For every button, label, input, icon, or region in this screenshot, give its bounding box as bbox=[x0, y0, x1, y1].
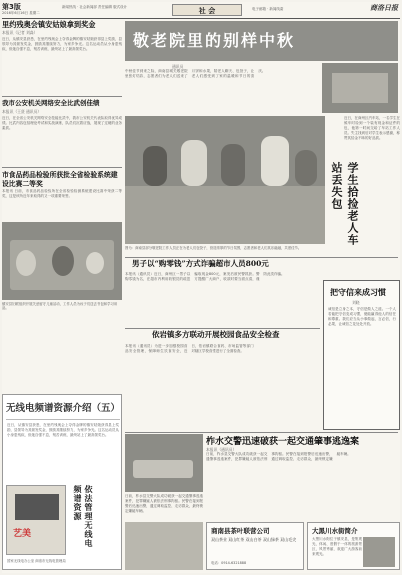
article-body: 本报讯 日前，市食品药品检验所在全省检验检测系统建设比赛中荣获二等奖，这是该所近年来取得的又一项重要荣誉。 bbox=[2, 188, 122, 198]
header-info: 新闻热线 · 社会新闻部 责任编辑 版式设计 bbox=[62, 5, 128, 9]
page-header bbox=[2, 2, 400, 19]
right-story-body: 近日，在商州区汽车站，一名学生在候车时捡到一个装有现金和证件的包，他第一时间交给了车站工作人员。失主找到后对学生表示感谢，称赞其拾金不昧的好品质。 bbox=[344, 116, 400, 140]
traffic-photo bbox=[125, 434, 203, 492]
article-byline: 本报讯（记者 刘淼） bbox=[2, 30, 38, 36]
feature-banner bbox=[125, 21, 398, 61]
divider bbox=[2, 167, 122, 168]
article-title: 男子以“购零钱”方式诈骗超市人员800元 bbox=[132, 259, 269, 268]
masthead: 商洛日报 bbox=[370, 3, 398, 12]
photo-caption: 镇安县妇联组织开展关爱留守儿童活动，工作人员为孩子们送去书包和学习用品。 bbox=[2, 301, 118, 311]
feature-title: 敬老院里的别样中秋 bbox=[133, 31, 296, 50]
ad-image bbox=[6, 485, 66, 555]
article-body: 本报讯（通讯员）为进一步加强校园食品安全管理，保障师生饮食安全，近日，依岩镇联合食药、市场监管等部门对辖区学校食堂进行了全面检查。 bbox=[125, 344, 254, 353]
bottom-photo bbox=[125, 522, 203, 570]
radio-ad bbox=[2, 394, 122, 570]
header-contact: 电子邮箱 · 新闻线索 bbox=[252, 7, 284, 11]
divider bbox=[2, 96, 122, 97]
essay-title: 把守信来成习惯 bbox=[330, 287, 386, 297]
essay-body: 诚信是立身之本，守信是做人之道。一个人若能把守信变成习惯，便能赢得他人的信任和尊重。我们应当从小事做起，言必信，行必果，让诚信之花处处开放。 bbox=[328, 307, 396, 326]
article-title: 我市公安机关网络安全比武创佳绩 bbox=[2, 99, 100, 108]
article-byline: 本报讯（王贤 通讯员） bbox=[2, 108, 42, 114]
ad-vertical-title: 依法管理无线电频谱资源 bbox=[73, 485, 94, 548]
article-byline: 本报讯（通讯员） bbox=[206, 447, 237, 452]
article-body: 近日，从镇安县获悉，在里约残奥会上夺得金牌的镇安姑娘获得县上奖励，县领导为其颁发奖金，鼓励其继续努力，为家乡争光。这名运动员从小身患残疾，但她自强不息，刻苦训练，最终站上了最高领奖台。 bbox=[2, 37, 122, 52]
tea-ad-phone: 电话：0914-6321888 bbox=[211, 561, 247, 565]
section-label: 社 会 bbox=[172, 4, 242, 16]
article-body: 近日，在全省公安机关网络安全技能比武中，我市公安机关代表队取得优异成绩。比武内容包括理论考试和实战演练，队员们沉着应战，展现了过硬的业务素质。 bbox=[2, 115, 122, 130]
article-body: 本报讯（通讯员）近日，商州区一男子以购零钱为名，在超市内利用收银员的疏忽骗取现金800元，案发后被民警抓获。警方提醒广大商户，收款时要当面点清，谨防此类诈骗。 bbox=[125, 272, 285, 281]
tea-ad bbox=[206, 522, 304, 570]
left-column bbox=[2, 21, 122, 316]
logo: 艺美 bbox=[13, 529, 32, 539]
water-ad-title: 大黑川水街简介 bbox=[312, 527, 358, 535]
ad-footer: 国家无线电办公室 商洛市无线电管理局 bbox=[7, 559, 66, 563]
essay-box bbox=[323, 280, 400, 430]
article-title: 市食品药品检验所获批全省检验系统建设比赛二等奖 bbox=[2, 170, 118, 188]
right-story-title: 学生拾捡老人车站丢失包 bbox=[330, 162, 359, 246]
feature-photo bbox=[322, 63, 398, 113]
water-ad-body: 大黑川水街位于镇安县，是集观光、休闲、度假于一体的旅游景区，风景秀丽，欢迎广大游客前来观光。 bbox=[312, 537, 362, 556]
ad-title: 无线电频谱资源介绍（五） bbox=[6, 403, 121, 414]
article-title: 依岩镇多方联动开展校园食品安全检查 bbox=[152, 330, 280, 339]
page-date: 2016年6月16日 星期二 bbox=[2, 11, 40, 15]
newspaper-page bbox=[2, 2, 400, 573]
main-photo-caption: 图为：商南县部分敬老院工作人员正在为老人们包饺子，营造浓厚的节日氛围，志愿者和老人们其乐融融，共度佳节。 bbox=[125, 246, 302, 250]
news-photo bbox=[2, 222, 122, 300]
essay-author: 刘晓 bbox=[352, 300, 360, 305]
article-title: 里约残奥会镇安姑娘拿到奖金 bbox=[2, 20, 96, 29]
article-body: 日前，柞水县交警大队成功破获一起交通肇事逃逸案件，犯罪嫌疑人被依法刑事拘留。民警在接到报警后迅速出警，通过调取监控、走访群众，最终锁定嫌疑车辆。 bbox=[125, 494, 203, 513]
water-street-ad bbox=[307, 522, 400, 570]
main-photo bbox=[125, 116, 325, 244]
tea-ad-products: 双山茶业 双山红茶 双山白茶 双山绿茶 双山毛尖 bbox=[211, 537, 297, 542]
ad-body: 近日，从镇安县获悉，在里约残奥会上夺得金牌的镇安姑娘获得县上奖励，县领导为其颁发奖金，鼓励其继续努力，为家乡争光。这名运动员从小身患残疾，但她自强不息，刻苦训练，最终站上了最高领奖台。 bbox=[7, 423, 119, 437]
article-body: 日前，柞水县交警大队成功破获一起交通肇事逃逸案件，犯罪嫌疑人被依法刑事拘留。民警在接到报警后迅速出警，通过调取监控、走访群众，最终锁定嫌疑车辆。 bbox=[206, 452, 351, 461]
feature-body: 中秋佳节到来之际，商南县城关敬老院里张灯结彩，志愿者们为老人们送来了月饼和水果，陪老人聊天、包饺子，让老人们感受到了家的温暖和节日的喜庆。 bbox=[125, 69, 266, 78]
page-number: 第3版 bbox=[2, 3, 21, 11]
feature-byline: 通讯员 bbox=[172, 64, 184, 69]
tea-ad-title: 商南县茶叶联营公司 bbox=[211, 527, 270, 535]
article-title: 柞水交警迅速破获一起交通肇事逃逸案 bbox=[206, 437, 360, 447]
water-ad-image bbox=[363, 537, 395, 567]
